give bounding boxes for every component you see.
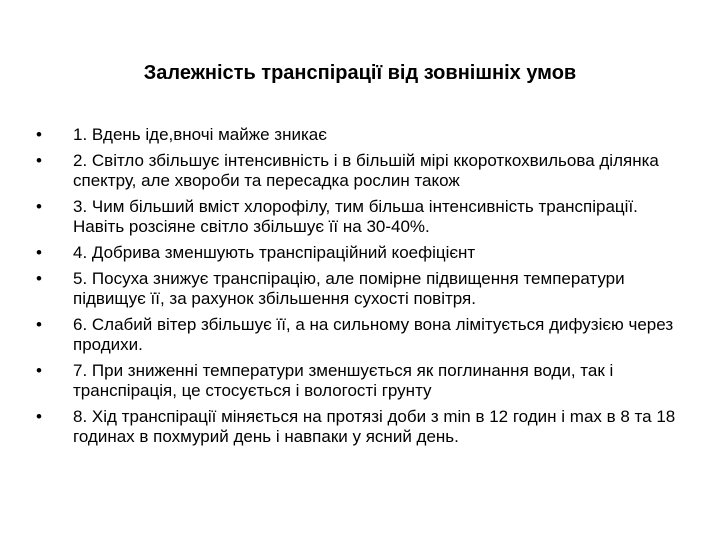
bullet-dot-icon: •	[36, 151, 42, 170]
bullet-dot-icon: •	[36, 269, 42, 288]
bullet-text: 2. Світло збільшує інтенсивність і в більшій мірі ккороткохвильова ділянка спектру, але хвороби та пересадка рослин також	[73, 151, 659, 190]
bullet-text: 1. Вдень іде,вночі майже зникає	[73, 125, 327, 144]
bullet-text: 3. Чим більший вміст хлорофілу, тим більша інтенсивність транспірації. Навіть розсіяне світло збільшує її на 30-40%.	[73, 197, 638, 236]
bullet-list	[36, 125, 686, 453]
bullet-text: 7. При зниженні температури зменшується як поглинання води, так і транспірація, це стосується і вологості грунту	[73, 361, 614, 400]
bullet-text: 5. Посуха знижує транспірацію, але помірне підвищення температури підвищує її, за рахунок збільшення сухості повітря.	[73, 269, 625, 308]
bullet-item-3	[36, 197, 686, 237]
bullet-text: 6. Слабий вітер збільшує її, а на сильному вона лімітується дифузією через продихи.	[73, 315, 674, 354]
bullet-item-7	[36, 361, 686, 401]
bullet-item-6	[36, 315, 686, 355]
bullet-item-1	[36, 125, 686, 145]
bullet-item-8	[36, 407, 686, 447]
bullet-dot-icon: •	[36, 361, 42, 380]
bullet-text: 8. Хід транспірації міняється на протязі доби з min в 12 годин і max в 8 та 18 годинах в похмурий день і навпаки у ясний день.	[73, 407, 676, 446]
bullet-dot-icon: •	[36, 197, 42, 216]
bullet-dot-icon: •	[36, 243, 42, 262]
bullet-dot-icon: •	[36, 315, 42, 334]
bullet-item-4	[36, 243, 686, 263]
bullet-text: 4. Добрива зменшують транспіраційний коефіцієнт	[73, 243, 476, 262]
bullet-dot-icon: •	[36, 125, 42, 144]
bullet-item-2	[36, 151, 686, 191]
bullet-item-5	[36, 269, 686, 309]
slide-title: Залежність транспірації від зовнішніх умов	[143, 62, 577, 84]
bullet-dot-icon: •	[36, 407, 42, 426]
